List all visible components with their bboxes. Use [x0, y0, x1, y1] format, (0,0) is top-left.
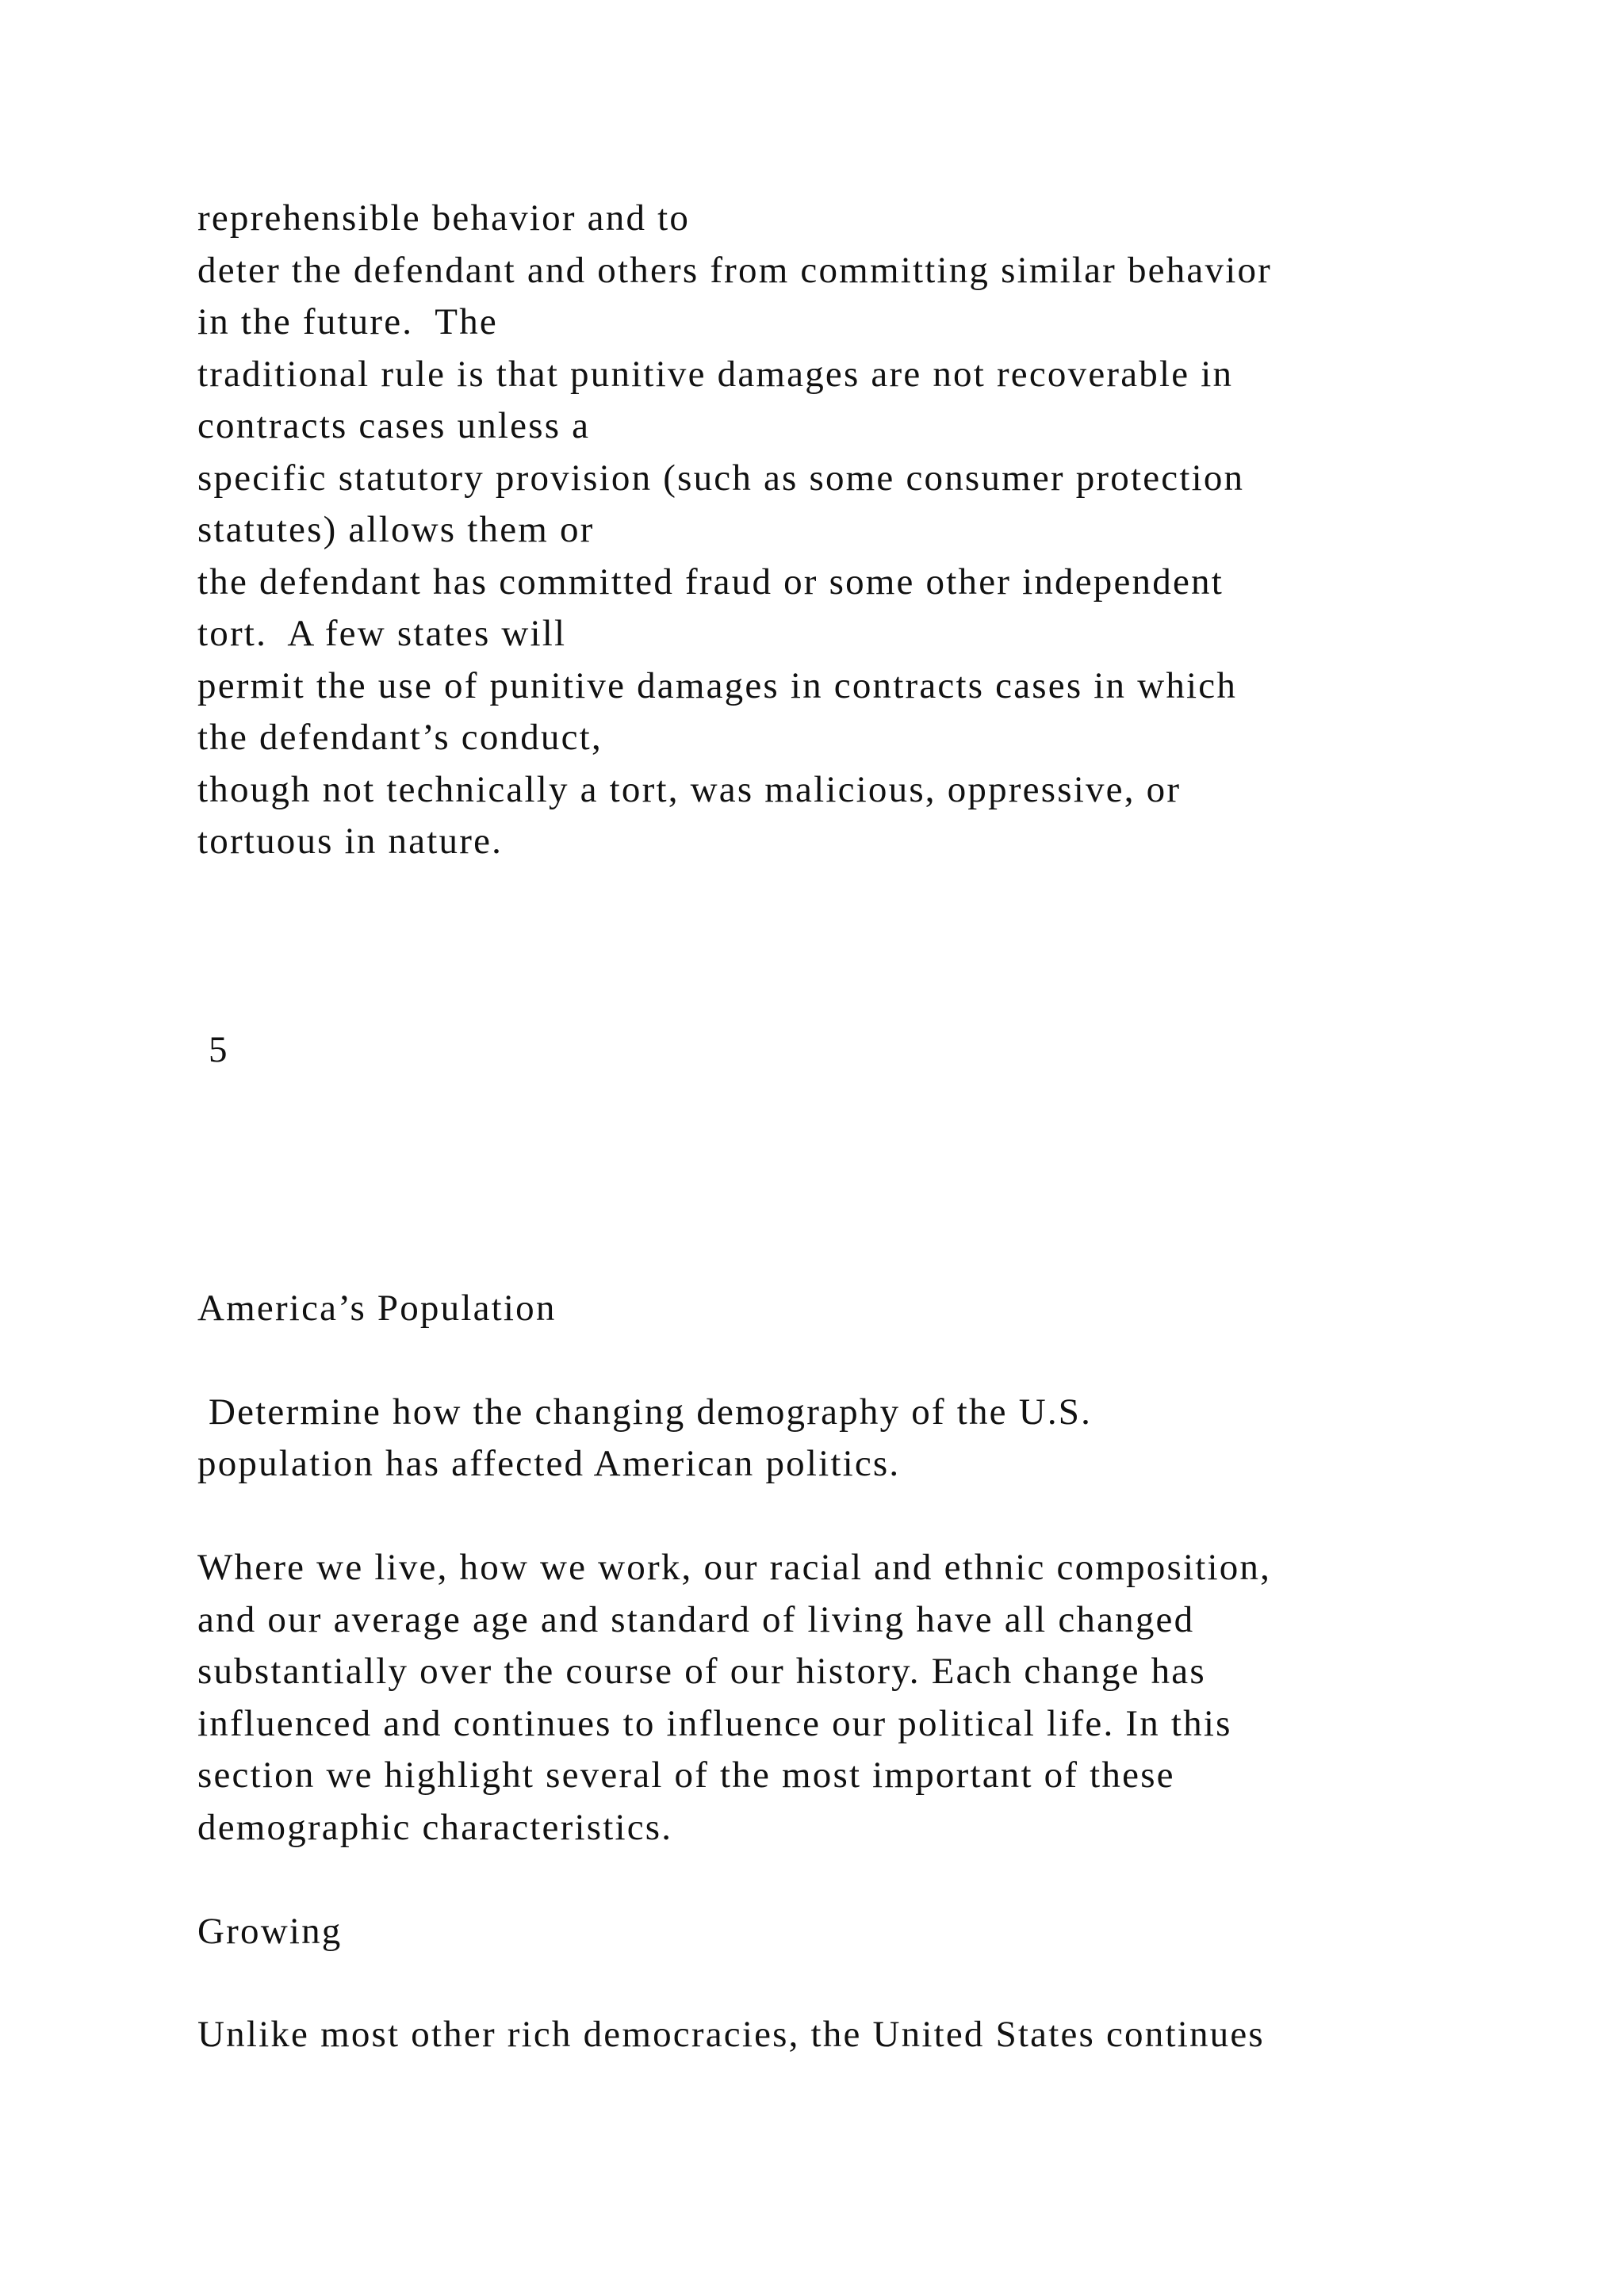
- text-line: the defendant’s conduct,: [197, 717, 603, 758]
- text-line: tortuous in nature.: [197, 821, 504, 862]
- text-line: deter the defendant and others from committing similar behavior: [197, 250, 1273, 291]
- text-line: tort. A few states will: [197, 613, 567, 654]
- body-line: influenced and continues to influence our political life. In this: [197, 1703, 1232, 1744]
- text-line: contracts cases unless a: [197, 405, 591, 446]
- text-line: the defendant has committed fraud or some other independent: [197, 561, 1224, 603]
- body-line: section we highlight several of the most important of these: [197, 1755, 1175, 1796]
- body-line: and our average age and standard of living have all changed: [197, 1599, 1195, 1640]
- body-line: demographic characteristics.: [197, 1807, 673, 1848]
- page-number: 5: [197, 1029, 229, 1070]
- text-line: reprehensible behavior and to: [197, 197, 691, 239]
- text-line: statutes) allows them or: [197, 509, 595, 550]
- body-line: Unlike most other rich democracies, the United States continues: [197, 2014, 1265, 2055]
- text-line: in the future. The: [197, 301, 498, 342]
- section-title: America’s Population: [197, 1288, 557, 1329]
- text-line: specific statutory provision (such as some consumer protection: [197, 457, 1245, 499]
- objective-line: population has affected American politics.: [197, 1443, 901, 1484]
- subheading: Growing: [197, 1911, 343, 1952]
- text-line: though not technically a tort, was malicious, oppressive, or: [197, 769, 1182, 810]
- body-line: Where we live, how we work, our racial and ethnic composition,: [197, 1547, 1272, 1588]
- objective-line: Determine how the changing demography of the U.S.: [197, 1391, 1093, 1433]
- text-line: traditional rule is that punitive damages are not recoverable in: [197, 354, 1234, 395]
- text-line: permit the use of punitive damages in contracts cases in which: [197, 665, 1238, 706]
- body-line: substantially over the course of our history. Each change has: [197, 1651, 1206, 1692]
